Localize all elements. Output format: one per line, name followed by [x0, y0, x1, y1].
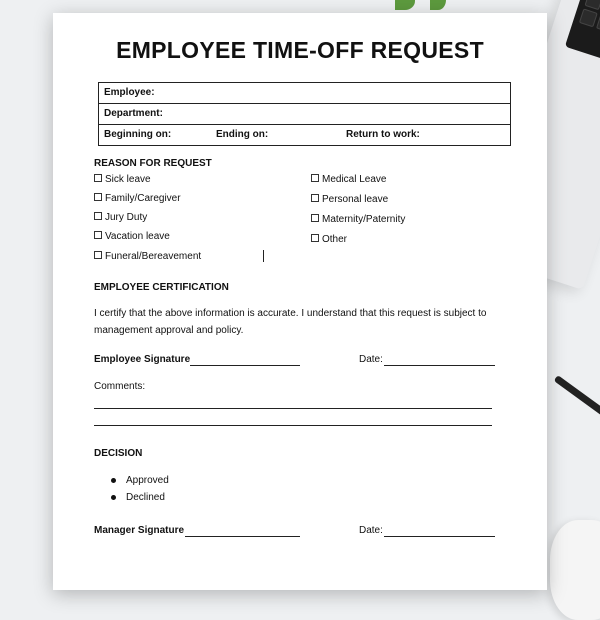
checkbox-option[interactable] [94, 231, 170, 242]
option-label: Sick leave [105, 174, 151, 185]
option-label: Maternity/Paternity [322, 214, 406, 225]
employee-label: Employee: [104, 87, 155, 98]
checkbox-icon[interactable] [311, 194, 319, 202]
decision-option-declined[interactable]: Declined [126, 492, 165, 503]
checkbox-option[interactable] [311, 194, 388, 205]
option-label: Medical Leave [322, 174, 387, 185]
page-title: EMPLOYEE TIME-OFF REQUEST [116, 37, 484, 63]
decision-heading: DECISION [94, 448, 143, 459]
certification-heading: EMPLOYEE CERTIFICATION [94, 282, 229, 293]
return-to-work-label[interactable]: Return to work: [346, 129, 420, 140]
option-label: Other [322, 234, 348, 245]
bullet-icon [111, 478, 116, 483]
checkbox-option[interactable] [311, 214, 405, 225]
checkbox-option[interactable] [94, 174, 151, 185]
department-row[interactable] [99, 104, 510, 125]
decision-option-approved[interactable]: Approved [126, 475, 169, 486]
form-sheet [53, 13, 547, 590]
certification-text: I certify that the above information is accurate. I understand that this request is subject to [94, 308, 487, 319]
manager-signature-field[interactable] [185, 536, 300, 537]
certification-text: management approval and policy. [94, 325, 244, 336]
employee-info-table [98, 82, 511, 146]
date-label: Date: [359, 525, 383, 536]
pen [554, 375, 600, 416]
checkbox-option[interactable] [94, 251, 201, 262]
comments-line[interactable] [94, 425, 492, 426]
manager-date-field[interactable] [384, 536, 495, 537]
checkbox-icon[interactable] [94, 193, 102, 201]
comments-label: Comments: [94, 381, 146, 392]
option-label: Jury Duty [105, 212, 148, 223]
department-label: Department: [104, 108, 163, 119]
beginning-on-label[interactable]: Beginning on: [104, 129, 172, 140]
checkbox-option[interactable] [94, 212, 147, 223]
plant-leaf [430, 0, 446, 10]
employee-signature-field[interactable] [190, 365, 300, 366]
checkbox-option[interactable] [311, 234, 347, 245]
text-cursor [263, 250, 264, 262]
option-label: Vacation leave [105, 231, 170, 242]
ending-on-label[interactable]: Ending on: [216, 129, 269, 140]
checkbox-icon[interactable] [311, 174, 319, 182]
mug [550, 520, 600, 620]
checkbox-icon[interactable] [311, 214, 319, 222]
checkbox-icon[interactable] [311, 234, 319, 242]
checkbox-icon[interactable] [94, 212, 102, 220]
laptop-keyboard [565, 0, 600, 68]
option-label: Funeral/Bereavement [105, 251, 202, 262]
bullet-icon [111, 495, 116, 500]
manager-signature-label: Manager Signature [94, 525, 185, 536]
option-label: Family/Caregiver [105, 193, 181, 204]
checkbox-icon[interactable] [94, 174, 102, 182]
dates-row [99, 125, 510, 146]
checkbox-option[interactable] [94, 193, 181, 204]
employee-row[interactable] [99, 83, 510, 104]
checkbox-option[interactable] [311, 174, 386, 185]
option-label: Personal leave [322, 194, 389, 205]
date-label: Date: [359, 354, 383, 365]
employee-date-field[interactable] [384, 365, 495, 366]
plant-leaf [395, 0, 415, 10]
employee-signature-label: Employee Signature [94, 354, 191, 365]
comments-line[interactable] [94, 408, 492, 409]
checkbox-icon[interactable] [94, 251, 102, 259]
checkbox-icon[interactable] [94, 231, 102, 239]
reason-heading: REASON FOR REQUEST [94, 158, 212, 169]
